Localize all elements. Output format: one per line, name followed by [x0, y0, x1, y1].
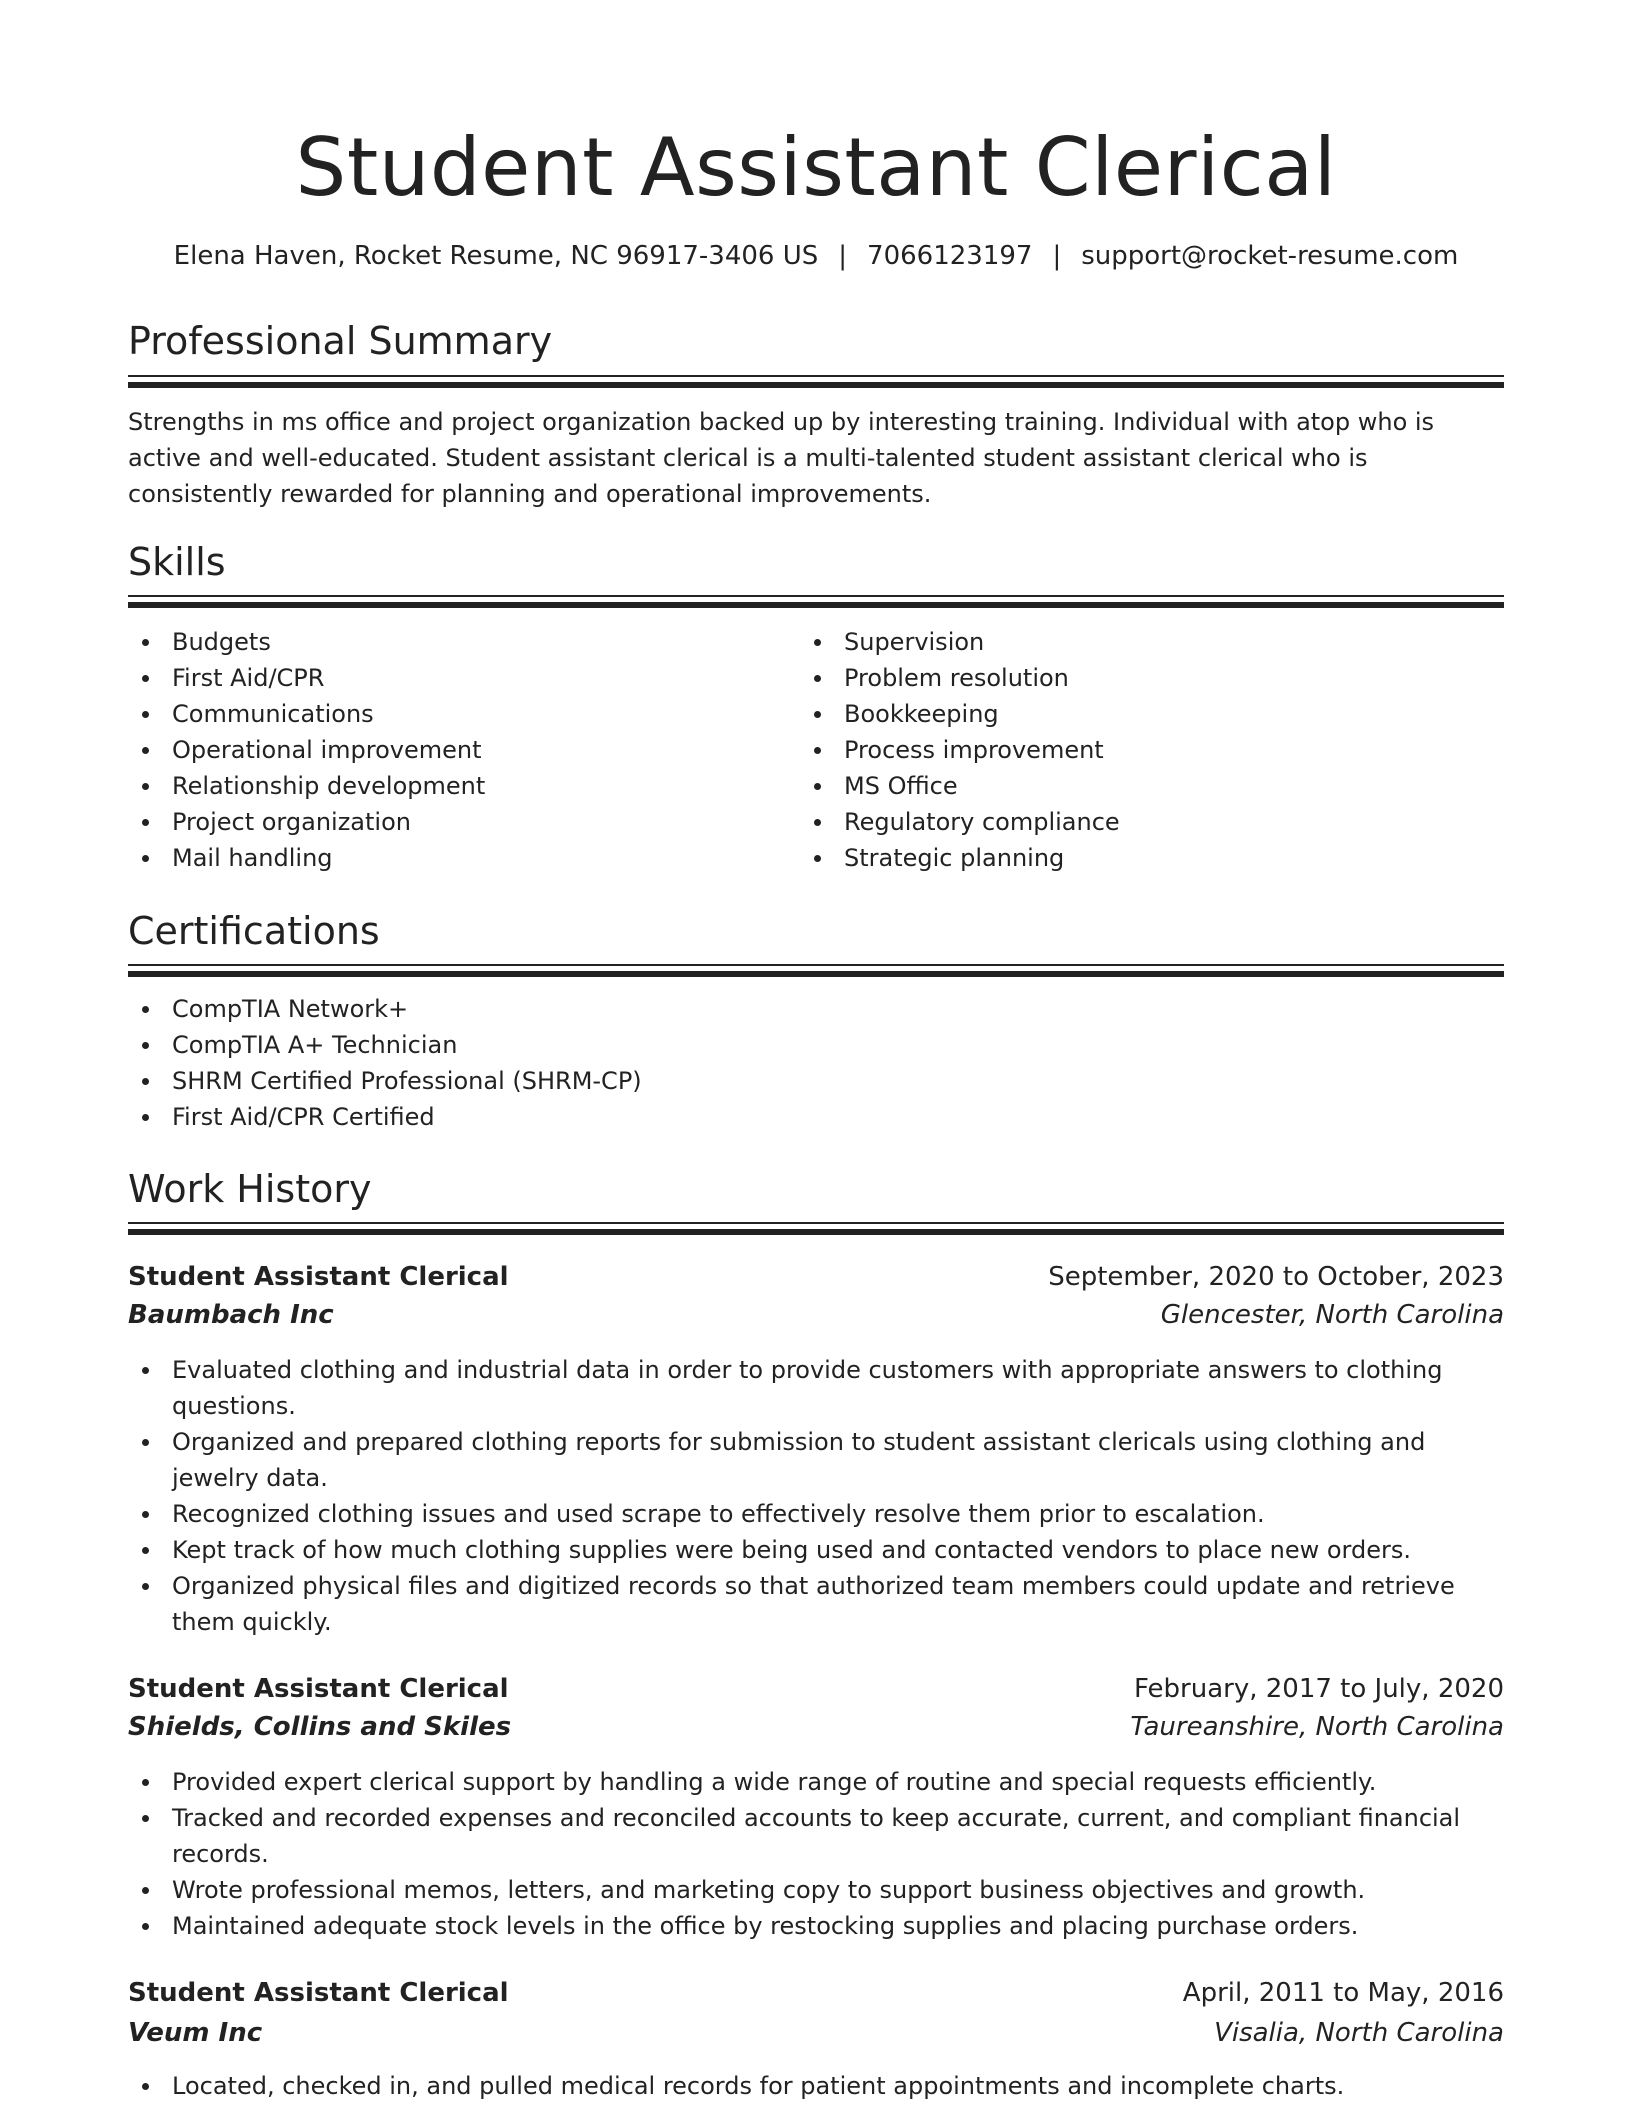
- contact-email: support@rocket-resume.com: [1081, 241, 1459, 271]
- skills-heading: Skills: [128, 540, 226, 584]
- job-duties-list: [128, 2068, 1508, 2104]
- skill-item: Strategic planning: [800, 840, 1500, 876]
- certification-item: CompTIA A+ Technician: [128, 1027, 1508, 1063]
- job-duty: Recognized clothing issues and used scrape to effectively resolve them prior to escalation.: [128, 1496, 1508, 1532]
- resume-name: Student Assistant Clerical: [295, 121, 1337, 214]
- job-title: Student Assistant Clerical: [128, 1978, 509, 2008]
- skill-item: First Aid/CPR: [128, 660, 788, 696]
- skill-item: Supervision: [800, 624, 1500, 660]
- skills-list-left: [128, 624, 788, 876]
- skill-item: Project organization: [128, 804, 788, 840]
- skill-item: Process improvement: [800, 732, 1500, 768]
- job-duty: Tracked and recorded expenses and reconciled accounts to keep accurate, current, and compliant financial records.: [128, 1800, 1508, 1872]
- section-divider: [128, 1222, 1504, 1238]
- work-history-heading: Work History: [128, 1167, 372, 1211]
- contact-separator: |: [838, 241, 848, 271]
- skill-item: Operational improvement: [128, 732, 788, 768]
- skills-list-right: [800, 624, 1500, 876]
- job-duties-list: [128, 1764, 1508, 1944]
- skill-item: Budgets: [128, 624, 788, 660]
- job-duty: Wrote professional memos, letters, and marketing copy to support business objectives and growth.: [128, 1872, 1508, 1908]
- job-company: Baumbach Inc: [128, 1300, 334, 1330]
- job-company: Veum Inc: [128, 2018, 263, 2048]
- job-dates: February, 2017 to July, 2020: [1134, 1674, 1504, 1704]
- job-duty: Provided expert clerical support by handling a wide range of routine and special requests efficiently.: [128, 1764, 1508, 1800]
- skill-item: Regulatory compliance: [800, 804, 1500, 840]
- job-duty: Kept track of how much clothing supplies were being used and contacted vendors to place new orders.: [128, 1532, 1508, 1568]
- job-location: Taureanshire, North Carolina: [1130, 1712, 1504, 1742]
- skill-item: Problem resolution: [800, 660, 1500, 696]
- section-divider: [128, 595, 1504, 611]
- skill-item: Mail handling: [128, 840, 788, 876]
- summary-heading: Professional Summary: [128, 319, 553, 363]
- job-title: Student Assistant Clerical: [128, 1674, 509, 1704]
- job-duty: Organized physical files and digitized records so that authorized team members could update and retrieve them quickly.: [128, 1568, 1508, 1640]
- contact-phone: 7066123197: [867, 241, 1033, 271]
- job-duty: Organized and prepared clothing reports for submission to student assistant clericals using clothing and jewelry data.: [128, 1424, 1508, 1496]
- contact-line: [0, 238, 1632, 274]
- certification-item: CompTIA Network+: [128, 991, 1508, 1027]
- skill-item: Bookkeeping: [800, 696, 1500, 732]
- job-duty: Located, checked in, and pulled medical records for patient appointments and incomplete charts.: [128, 2068, 1508, 2104]
- job-location: Visalia, North Carolina: [1214, 2018, 1504, 2048]
- contact-separator: |: [1052, 241, 1062, 271]
- skill-item: MS Office: [800, 768, 1500, 804]
- job-dates: April, 2011 to May, 2016: [1182, 1978, 1504, 2008]
- certification-item: First Aid/CPR Certified: [128, 1099, 1508, 1135]
- contact-address: Elena Haven, Rocket Resume, NC 96917-3406 US: [173, 241, 819, 271]
- skill-item: Relationship development: [128, 768, 788, 804]
- job-duties-list: [128, 1352, 1508, 1640]
- summary-text: Strengths in ms office and project organization backed up by interesting training. Individual with atop who is active and well-educated. Student assistant clerical is a multi-talented student assistant clerical who is consistently rewarded for planning and operational improvements.: [128, 408, 1435, 508]
- job-location: Glencester, North Carolina: [1160, 1300, 1504, 1330]
- job-duty: Maintained adequate stock levels in the office by restocking supplies and placing purchase orders.: [128, 1908, 1508, 1944]
- certifications-heading: Certifications: [128, 909, 380, 953]
- job-dates: September, 2020 to October, 2023: [1048, 1262, 1504, 1292]
- job-company: Shields, Collins and Skiles: [128, 1712, 512, 1742]
- certifications-list: [128, 991, 1508, 1135]
- job-title: Student Assistant Clerical: [128, 1262, 509, 1292]
- certification-item: SHRM Certified Professional (SHRM-CP): [128, 1063, 1508, 1099]
- section-divider: [128, 375, 1504, 391]
- section-divider: [128, 964, 1504, 980]
- job-duty: Evaluated clothing and industrial data in order to provide customers with appropriate answers to clothing questions.: [128, 1352, 1508, 1424]
- skill-item: Communications: [128, 696, 788, 732]
